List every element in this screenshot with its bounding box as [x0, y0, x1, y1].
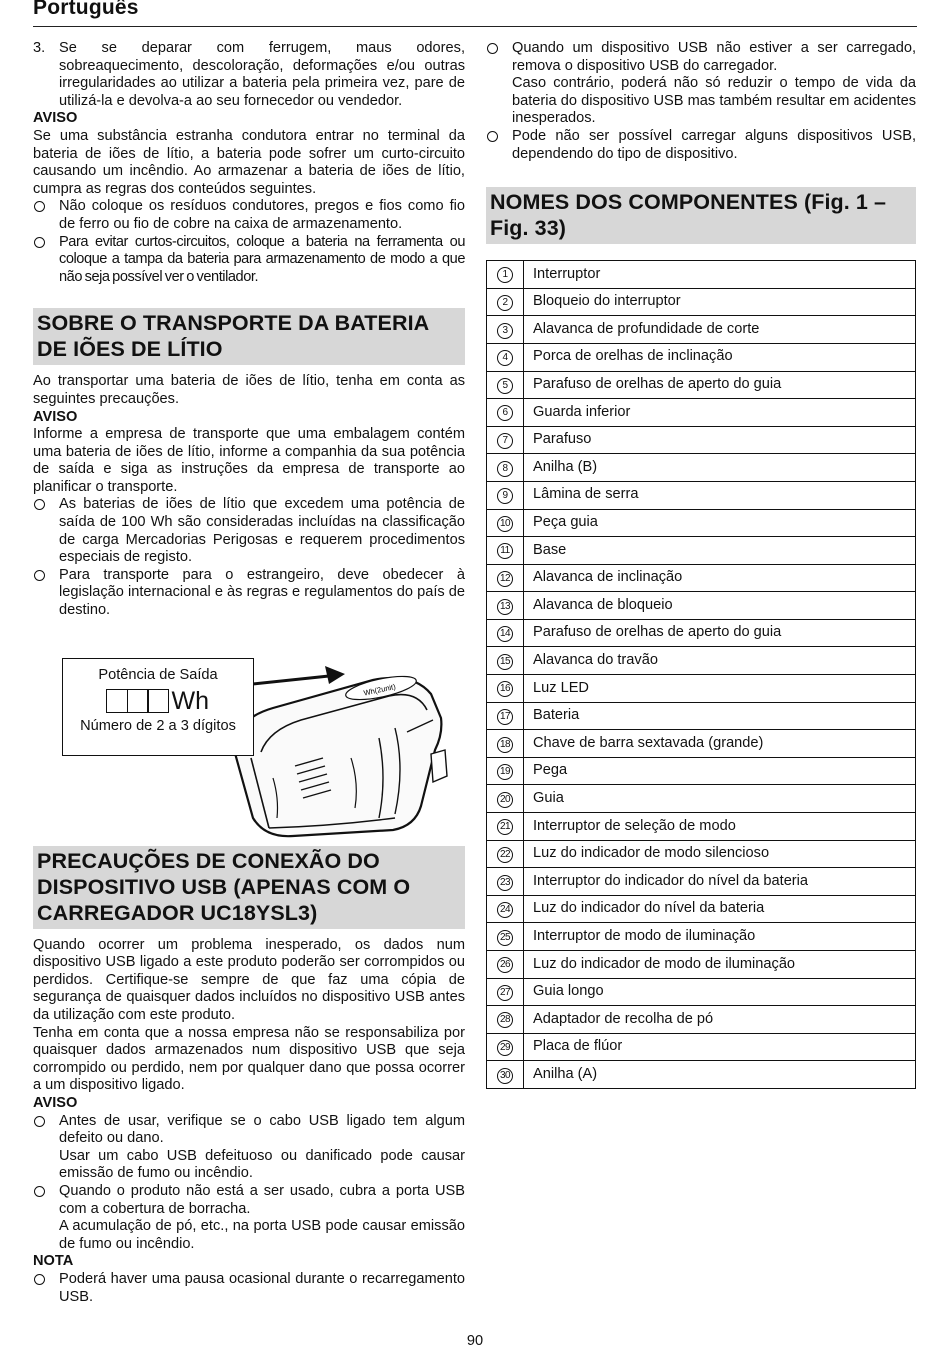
circle-bullet-icon: [33, 234, 59, 287]
component-number-cell: [487, 757, 524, 785]
component-number-cell: [487, 951, 524, 979]
language-title: Português: [33, 0, 139, 19]
component-number: 18: [497, 737, 513, 753]
table-row: [487, 592, 916, 620]
transport-intro: Ao transportar uma bateria de iões de lítio, tenha em conta as seguintes precauções.: [33, 373, 465, 407]
table-row: [487, 1033, 916, 1061]
digit-box: [106, 689, 128, 713]
component-number-cell: [487, 564, 524, 592]
table-row: [487, 288, 916, 316]
component-number-cell: [487, 454, 524, 482]
digit-box: [147, 689, 169, 713]
component-number-cell: [487, 675, 524, 703]
bullet-item: [33, 1183, 465, 1253]
component-name: Porca de orelhas de inclinação: [524, 343, 916, 371]
component-number-cell: [487, 537, 524, 565]
component-number-cell: [487, 619, 524, 647]
component-number-cell: [487, 288, 524, 316]
section-heading-transport: SOBRE O TRANSPORTE DA BATERIA DE IÕES DE LÍTIO: [33, 308, 465, 365]
component-number: 8: [497, 461, 513, 477]
component-number-cell: [487, 813, 524, 841]
section-heading-components: NOMES DOS COMPONENTES (Fig. 1 – Fig. 33): [486, 187, 916, 244]
bullet-item: [33, 1113, 465, 1183]
component-number: 13: [497, 599, 513, 615]
bullet-text: Pode não ser possível carregar alguns dispositivos USB, dependendo do tipo de dispositivo.: [512, 127, 916, 162]
component-name: Anilha (A): [524, 1061, 916, 1089]
item-number: 3.: [33, 40, 46, 56]
bullet-item: [33, 567, 465, 620]
component-number: 3: [497, 323, 513, 339]
circle-bullet-icon: [486, 128, 512, 163]
table-row: [487, 895, 916, 923]
table-row: [487, 426, 916, 454]
table-row: [487, 702, 916, 730]
component-name: Guia: [524, 785, 916, 813]
table-row: [487, 316, 916, 344]
component-number-cell: [487, 1061, 524, 1089]
component-number-cell: [487, 895, 524, 923]
table-row: [487, 647, 916, 675]
component-name: Base: [524, 537, 916, 565]
component-number: 7: [497, 433, 513, 449]
left-column: [33, 40, 465, 1306]
component-number-cell: [487, 261, 524, 289]
component-name: Adaptador de recolha de pó: [524, 1006, 916, 1034]
table-row: [487, 840, 916, 868]
bullet-subtext: A acumulação de pó, etc., na porta USB pode causar emissão de fumo ou incêndio.: [59, 1218, 465, 1252]
component-number: 15: [497, 654, 513, 670]
table-row: [487, 951, 916, 979]
component-name: Bateria: [524, 702, 916, 730]
table-row: [487, 757, 916, 785]
warning-label: AVISO: [33, 110, 78, 127]
digit-box: [127, 689, 149, 713]
component-number-cell: [487, 840, 524, 868]
table-row: [487, 343, 916, 371]
table-row: [487, 868, 916, 896]
component-number-cell: [487, 1006, 524, 1034]
component-number: 28: [497, 1012, 513, 1028]
output-label-box: [62, 658, 254, 756]
output-subtitle: Número de 2 a 3 dígitos: [80, 718, 236, 735]
component-number-cell: [487, 868, 524, 896]
component-name: Bloqueio do interruptor: [524, 288, 916, 316]
table-row: [487, 261, 916, 289]
component-number: 29: [497, 1040, 513, 1056]
component-number: 5: [497, 378, 513, 394]
circle-bullet-icon: [486, 40, 512, 128]
table-row: [487, 813, 916, 841]
table-row: [487, 675, 916, 703]
table-row: [487, 371, 916, 399]
bullet-text: Para evitar curtos-circuitos, coloque a bateria na ferramenta ou coloque a tampa da bateria para armazenamento de modo a que não seja possível ver o ventilador.: [59, 233, 465, 285]
component-number-cell: [487, 509, 524, 537]
component-number: 9: [497, 488, 513, 504]
component-number: 2: [497, 295, 513, 311]
warning-label: AVISO: [33, 408, 78, 425]
circle-bullet-icon: [33, 1271, 59, 1306]
circle-bullet-icon: [33, 567, 59, 620]
component-number-cell: [487, 426, 524, 454]
component-number: 30: [497, 1068, 513, 1084]
warning-label: AVISO: [33, 1094, 78, 1111]
component-number-cell: [487, 978, 524, 1006]
table-row: [487, 978, 916, 1006]
component-number: 26: [497, 957, 513, 973]
note-label: NOTA: [33, 1253, 74, 1270]
component-name: Pega: [524, 757, 916, 785]
component-number-cell: [487, 316, 524, 344]
component-name: Chave de barra sextavada (grande): [524, 730, 916, 758]
component-number-cell: [487, 343, 524, 371]
bullet-subtext: Caso contrário, poderá não só reduzir o tempo de vida da bateria do dispositivo USB mas também resultar em acidentes inesperados.: [512, 75, 916, 127]
bullet-text: Quando o produto não está a ser usado, cubra a porta USB com a cobertura de borracha.: [59, 1182, 465, 1217]
component-name: Peça guia: [524, 509, 916, 537]
component-number-cell: [487, 702, 524, 730]
component-name: Luz do indicador de modo de iluminação: [524, 951, 916, 979]
component-number: 14: [497, 626, 513, 642]
bullet-text: Para transporte para o estrangeiro, deve obedecer à legislação internacional e às regras e regulamentos do país de destino.: [59, 566, 465, 619]
bullet-item: [486, 40, 916, 128]
component-number: 22: [497, 847, 513, 863]
component-number: 12: [497, 571, 513, 587]
component-name: Guarda inferior: [524, 399, 916, 427]
bullet-item: [486, 128, 916, 163]
warning-text: Informe a empresa de transporte que uma embalagem contém uma bateria de iões de lítio, informe a companhia da sua potência de saída e siga as instruções da empresa de transporte ao planificar o transporte.: [33, 426, 465, 495]
component-number: 19: [497, 764, 513, 780]
component-name: Alavanca de bloqueio: [524, 592, 916, 620]
component-number-cell: [487, 592, 524, 620]
bullet-item: [33, 1271, 465, 1306]
bullet-item: [33, 496, 465, 566]
numbered-item-3: [33, 40, 465, 110]
table-row: [487, 785, 916, 813]
component-name: Interruptor de modo de iluminação: [524, 923, 916, 951]
component-number-cell: [487, 371, 524, 399]
component-number-cell: [487, 399, 524, 427]
component-name: Guia longo: [524, 978, 916, 1006]
table-row: [487, 923, 916, 951]
component-number: 4: [497, 350, 513, 366]
component-number-cell: [487, 923, 524, 951]
bullet-text: Antes de usar, verifique se o cabo USB ligado tem algum defeito ou dano.: [59, 1112, 465, 1147]
usb-paragraph-2: Tenha em conta que a nossa empresa não se responsabiliza por quaisquer dados armazenados num dispositivo USB que seja corrompido ou perdido, nem por qualquer dano que possa ocorrer a um dispositivo ligado.: [33, 1024, 465, 1094]
wh-unit: Wh: [171, 687, 209, 716]
table-row: [487, 454, 916, 482]
output-title: Potência de Saída: [98, 666, 218, 683]
table-row: [487, 399, 916, 427]
component-name: Alavanca de inclinação: [524, 564, 916, 592]
component-name: Luz do indicador do nível da bateria: [524, 895, 916, 923]
component-number: 27: [497, 985, 513, 1001]
battery-label-text: Wh(2unit): [362, 681, 397, 698]
bullet-subtext: Usar um cabo USB defeituoso ou danificado pode causar emissão de fumo ou incêndio.: [59, 1147, 465, 1182]
table-row: [487, 730, 916, 758]
component-name: Interruptor: [524, 261, 916, 289]
table-row: [487, 537, 916, 565]
bullet-item: [33, 234, 465, 287]
component-name: Parafuso de orelhas de aperto do guia: [524, 619, 916, 647]
component-number: 17: [497, 709, 513, 725]
component-number: 25: [497, 930, 513, 946]
table-row: [487, 564, 916, 592]
component-number: 6: [497, 405, 513, 421]
component-number: 23: [497, 875, 513, 891]
table-row: [487, 1061, 916, 1089]
table-row: [487, 509, 916, 537]
component-name: Luz LED: [524, 675, 916, 703]
components-table: [486, 260, 916, 1089]
component-name: Anilha (B): [524, 454, 916, 482]
component-name: Lâmina de serra: [524, 481, 916, 509]
table-row: [487, 1006, 916, 1034]
component-number: 16: [497, 681, 513, 697]
table-row: [487, 481, 916, 509]
section-heading-usb: PRECAUÇÕES DE CONEXÃO DO DISPOSITIVO USB (APENAS COM O CARREGADOR UC18YSL3): [33, 846, 465, 929]
component-number-cell: [487, 1033, 524, 1061]
component-name: Luz do indicador de modo silencioso: [524, 840, 916, 868]
component-name: Alavanca de profundidade de corte: [524, 316, 916, 344]
bullet-text: Poderá haver uma pausa ocasional durante o recarregamento USB.: [59, 1270, 465, 1305]
circle-bullet-icon: [33, 496, 59, 566]
component-number-cell: [487, 730, 524, 758]
component-name: Placa de flúor: [524, 1033, 916, 1061]
wh-row: [63, 688, 253, 714]
bullet-text: As baterias de iões de lítio que excedem uma potência de saída de 100 Wh são consideradas incluídas na classificação de carga Mercadorias Perigosas e requerem procedimentos especiais de registo.: [59, 496, 465, 566]
usb-paragraph-1: Quando ocorrer um problema inesperado, os dados num dispositivo USB ligado a este produto poderão ser corrompidos ou perdidos. Certifique-se sempre de que faz uma cópia de segurança de quaisquer dados incluídos no dispositivo USB antes da utilização com este produto.: [33, 936, 465, 1023]
component-name: Interruptor do indicador do nível da bateria: [524, 868, 916, 896]
header-rule: [33, 26, 917, 27]
component-number: 1: [497, 267, 513, 283]
warning-text: Se uma substância estranha condutora entrar no terminal da bateria de iões de lítio, a bateria pode sofrer um curto-circuito causando um incêndio. Ao armazenar a bateria de iões de lítio, cumpra as regras dos conteúdos seguintes.: [33, 127, 465, 197]
component-name: Alavanca do travão: [524, 647, 916, 675]
component-number: 21: [497, 819, 513, 835]
table-row: [487, 619, 916, 647]
circle-bullet-icon: [33, 1113, 59, 1183]
component-name: Parafuso de orelhas de aperto do guia: [524, 371, 916, 399]
bullet-text: Quando um dispositivo USB não estiver a ser carregado, remova o dispositivo USB do carregador.: [512, 40, 916, 74]
item-text: Se se deparar com ferrugem, maus odores, sobreaquecimento, descoloração, deformações e/ou outras irregularidades ao utilizar a bateria pela primeira vez, pare de utilizá-la e devolva-a ao seu fornecedor ou vendedor.: [59, 40, 465, 109]
digit-boxes: [107, 689, 169, 713]
bullet-item: [33, 198, 465, 233]
bullet-text: Não coloque os resíduos condutores, pregos e fios como fio de ferro ou fio de cobre na caixa de armazenamento.: [59, 198, 465, 232]
component-name: Interruptor de seleção de modo: [524, 813, 916, 841]
circle-bullet-icon: [33, 198, 59, 233]
right-column: [486, 40, 916, 1089]
component-number-cell: [487, 647, 524, 675]
battery-output-figure: [33, 658, 465, 838]
component-number: 11: [497, 543, 513, 559]
component-number: 10: [497, 516, 513, 532]
component-number-cell: [487, 481, 524, 509]
component-name: Parafuso: [524, 426, 916, 454]
component-number-cell: [487, 785, 524, 813]
component-number: 20: [497, 792, 513, 808]
component-number: 24: [497, 902, 513, 918]
circle-bullet-icon: [33, 1183, 59, 1253]
page-number: 90: [466, 1333, 484, 1349]
